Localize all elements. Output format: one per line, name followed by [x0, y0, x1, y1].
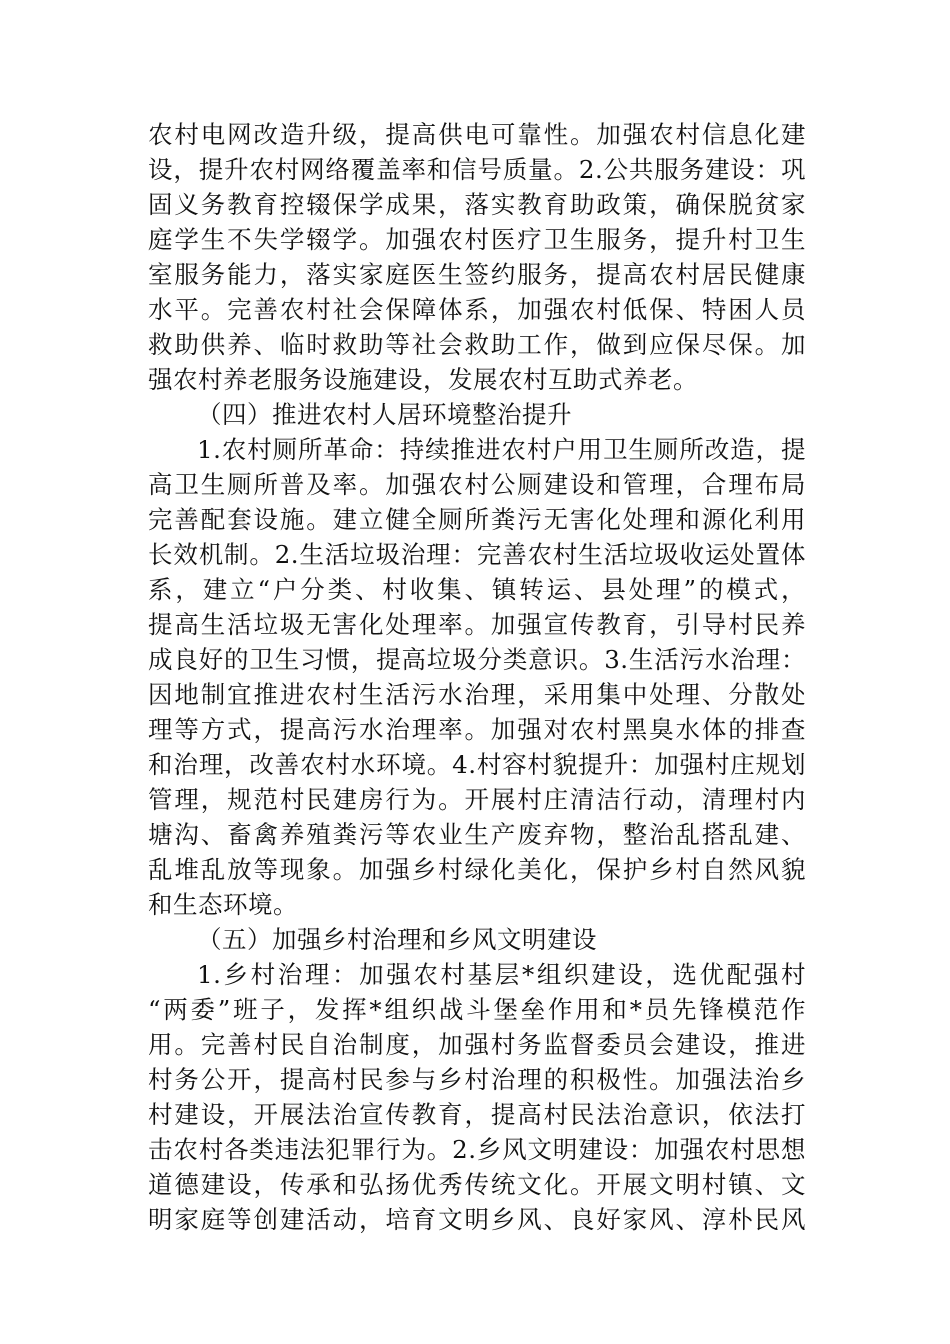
body-text-line: 击农村各类违法犯罪行为。2.乡风文明建设：加强农村思想: [148, 1135, 806, 1164]
body-text-line: 高卫生厕所普及率。加强农村公厕建设和管理，合理布局: [148, 470, 806, 499]
body-text-line: 强农村养老服务设施建设，发展农村互助式养老。: [148, 365, 698, 394]
body-text-line: 理等方式，提高污水治理率。加强对农村黑臭水体的排查: [148, 715, 806, 744]
body-text-line: 塘沟、畜禽养殖粪污等农业生产废弃物，整治乱搭乱建、: [148, 820, 806, 849]
body-text-line: 室服务能力，落实家庭医生签约服务，提高农村居民健康: [148, 260, 806, 289]
body-text-line: 道德建设，传承和弘扬优秀传统文化。开展文明村镇、文: [148, 1170, 806, 1199]
body-text-line: 固义务教育控辍保学成果，落实教育助政策，确保脱贫家: [148, 190, 806, 219]
body-text-line: 村务公开，提高村民参与乡村治理的积极性。加强法治乡: [148, 1065, 806, 1094]
body-text-line: 长效机制。2.生活垃圾治理：完善农村生活垃圾收运处置体: [148, 540, 806, 569]
body-text-line: 用。完善村民自治制度，加强村务监督委员会建设，推进: [148, 1030, 806, 1059]
body-text-line: 和生态环境。: [148, 890, 298, 919]
body-text-line: 1.乡村治理：加强农村基层*组织建设，选优配强村: [197, 960, 806, 989]
document-page: [148, 117, 806, 1237]
body-text-line: “两委”班子，发挥*组织战斗堡垒作用和*员先锋模范作: [148, 995, 806, 1024]
body-text-line: 完善配套设施。建立健全厕所粪污无害化处理和源化利用: [148, 505, 806, 534]
body-text-line: 和治理，改善农村水环境。4.村容村貌提升：加强村庄规划: [148, 750, 806, 779]
body-text-line: 救助供养、临时救助等社会救助工作，做到应保尽保。加: [148, 330, 806, 359]
body-text-line: 提高生活垃圾无害化处理率。加强宣传教育，引导村民养: [148, 610, 806, 639]
body-text-line: 乱堆乱放等现象。加强乡村绿化美化，保护乡村自然风貌: [148, 855, 806, 884]
section-heading-4: （四）推进农村人居环境整治提升: [197, 400, 572, 429]
body-text-line: 管理，规范村民建房行为。开展村庄清洁行动，清理村内: [148, 785, 806, 814]
body-text-line: 庭学生不失学辍学。加强农村医疗卫生服务，提升村卫生: [148, 225, 806, 254]
body-text-line: 农村电网改造升级，提高供电可靠性。加强农村信息化建: [148, 120, 806, 149]
body-text-line: 系，建立“户分类、村收集、镇转运、县处理”的模式，: [148, 575, 806, 604]
body-text-line: 水平。完善农村社会保障体系，加强农村低保、特困人员: [148, 295, 806, 324]
body-text-line: 设，提升农村网络覆盖率和信号质量。2.公共服务建设：巩: [148, 155, 806, 184]
body-text-line: 1.农村厕所革命：持续推进农村户用卫生厕所改造，提: [197, 435, 806, 464]
body-text-line: 明家庭等创建活动，培育文明乡风、良好家风、淳朴民风: [148, 1205, 806, 1234]
body-text-line: 村建设，开展法治宣传教育，提高村民法治意识，依法打: [148, 1100, 806, 1129]
section-heading-5: （五）加强乡村治理和乡风文明建设: [197, 925, 597, 954]
body-text-line: 因地制宜推进农村生活污水治理，采用集中处理、分散处: [148, 680, 806, 709]
body-text-line: 成良好的卫生习惯，提高垃圾分类意识。3.生活污水治理：: [148, 645, 806, 674]
